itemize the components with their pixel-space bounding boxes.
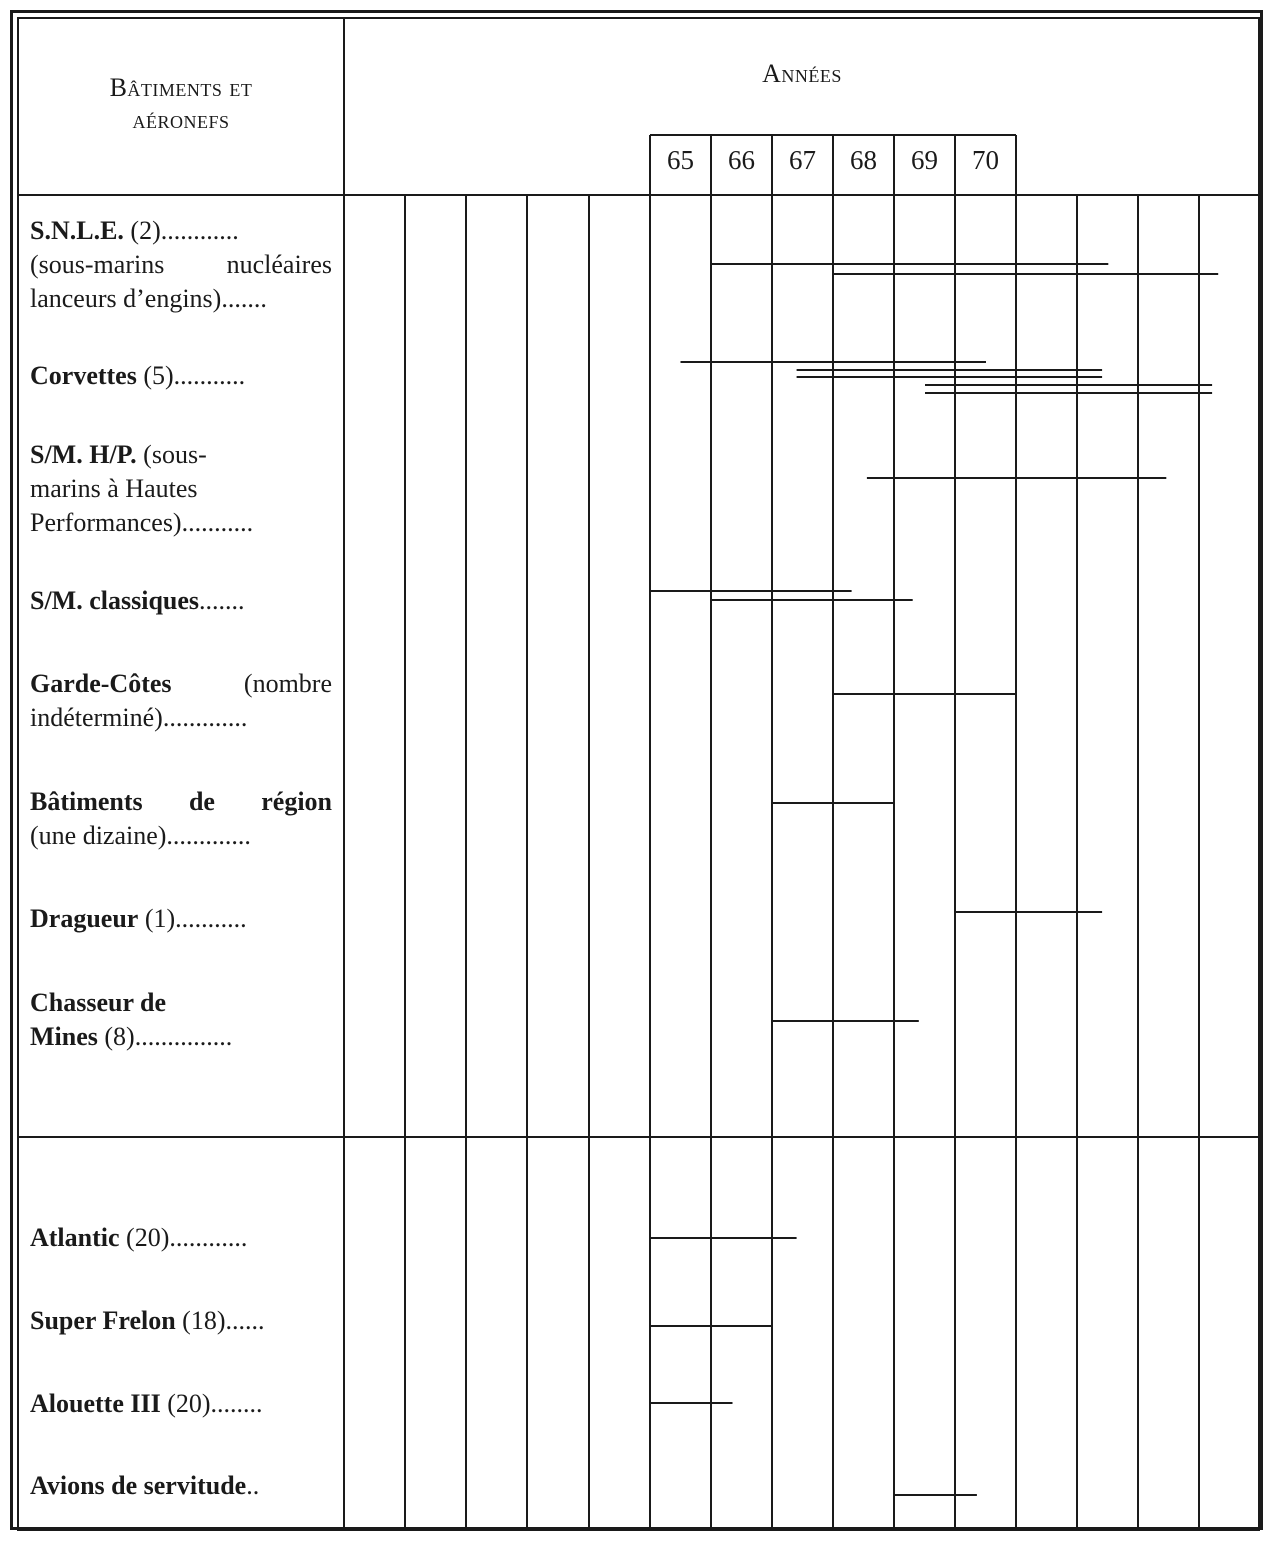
row-detail: (18)...... [175, 1306, 265, 1335]
row-name: Atlantic [30, 1223, 120, 1252]
row-label-garde-cotes [30, 667, 332, 735]
column-header-vessels [20, 72, 342, 136]
row-detail: indéterminé)............. [30, 703, 248, 732]
row-name: S/M. classiques [30, 586, 200, 615]
year-label-70: 70 [972, 145, 999, 175]
row-label-avions-servitude [30, 1469, 332, 1503]
row-label-sm-hp [30, 438, 332, 540]
row-name: Bâtiments de région [30, 787, 332, 816]
row-detail: (1)........... [138, 904, 247, 933]
row-detail: (8)............... [97, 1022, 233, 1051]
row-detail: (20)............ [119, 1223, 248, 1252]
row-detail: Performances)........... [30, 508, 254, 537]
row-detail: (2)............ [123, 216, 239, 245]
row-detail: (5)........... [136, 361, 246, 390]
row-label-sm-classiques [30, 584, 332, 618]
row-name: Dragueur [30, 904, 139, 933]
year-label-66: 66 [728, 145, 755, 175]
row-detail: ....... [199, 586, 245, 615]
year-label-69: 69 [911, 145, 938, 175]
row-detail: marins à Hautes [30, 474, 198, 503]
row-detail: .. [246, 1471, 260, 1500]
row-name: S/M. H/P. [30, 440, 137, 469]
row-name: Avions de servitude [30, 1471, 247, 1500]
row-name: Corvettes [30, 361, 137, 390]
row-name: S.N.L.E. [30, 216, 124, 245]
column-header-vessels-line2: aéronefs [132, 105, 230, 134]
row-detail: (sous- [136, 440, 207, 469]
row-label-super-frelon [30, 1304, 332, 1338]
row-name: Mines [30, 1022, 98, 1051]
row-label-snle [30, 214, 332, 316]
row-detail: (nombre [171, 669, 332, 698]
year-label-67: 67 [789, 145, 816, 175]
row-name: Chasseur de [30, 988, 167, 1017]
row-label-corvettes [30, 359, 332, 393]
row-label-chasseur-mines [30, 986, 332, 1054]
year-label-65: 65 [667, 145, 694, 175]
row-detail: (sous-marins nucléaires [30, 250, 332, 279]
column-header-years: Années [762, 59, 842, 88]
column-header-vessels-line1: Bâtiments et [109, 73, 253, 102]
row-name: Garde-Côtes [30, 669, 172, 698]
row-detail: (20)........ [160, 1389, 263, 1418]
row-name: Super Frelon [30, 1306, 176, 1335]
row-label-dragueur [30, 902, 332, 936]
row-label-alouette-iii [30, 1387, 332, 1421]
row-label-batiments-region [30, 785, 332, 853]
year-label-68: 68 [850, 145, 877, 175]
row-label-atlantic [30, 1221, 332, 1255]
row-name: Alouette III [30, 1389, 161, 1418]
row-detail: lanceurs d’engins)....... [30, 284, 267, 313]
row-detail: (une dizaine)............. [30, 821, 251, 850]
